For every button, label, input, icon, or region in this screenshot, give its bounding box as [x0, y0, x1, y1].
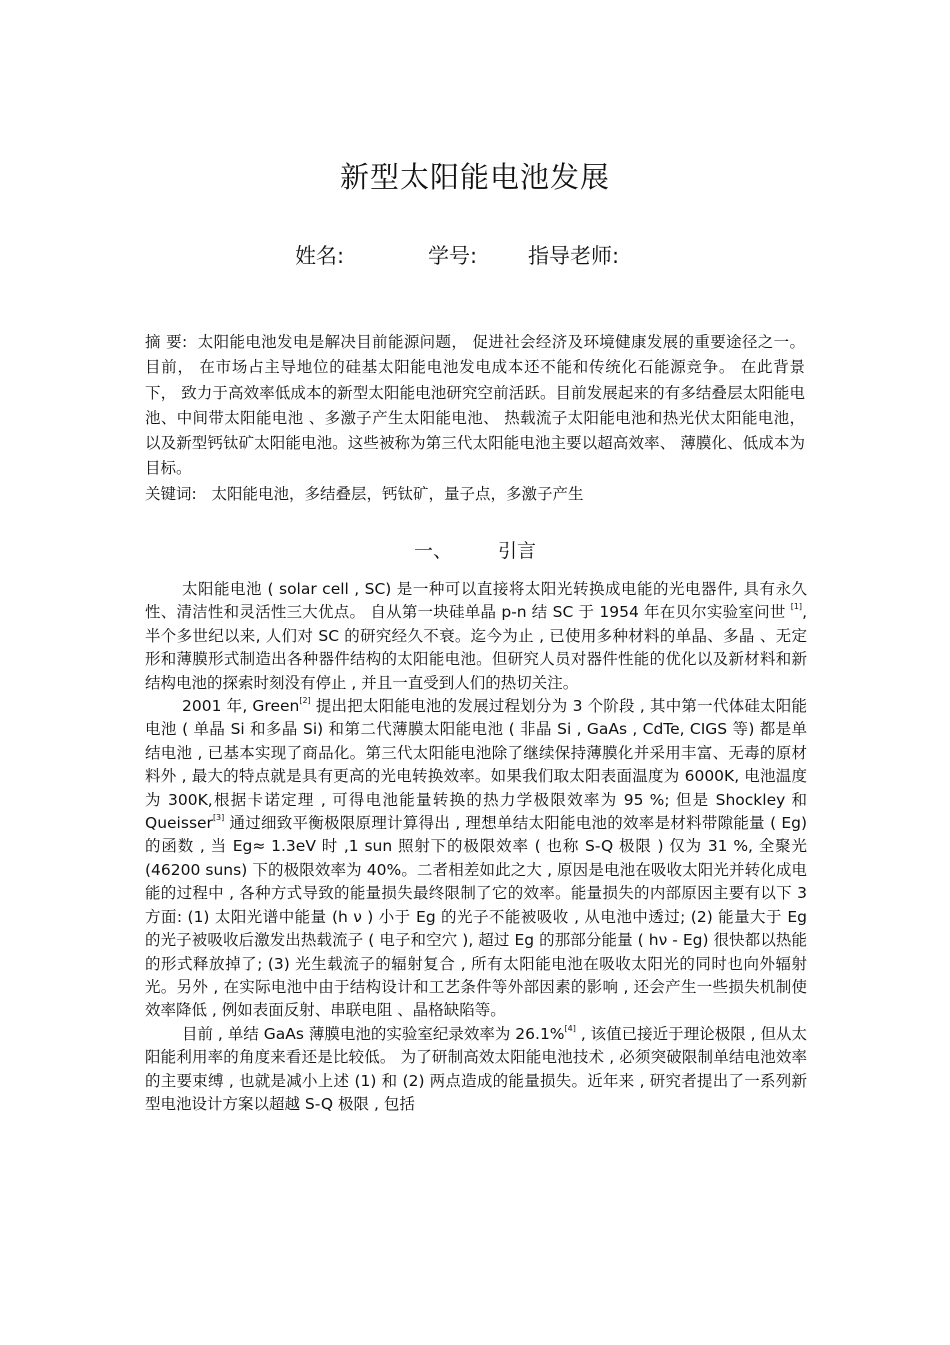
abstract-text: 太阳能电池发电是解决目前能源问题， 促进社会经济及环境健康发展的重要途径之一。 目前， 在市场占主导地位的硅基太阳能电池发电成本还不能和传统化石能源竞争。 在此背景下， 致力于高效率低成本的新型太阳能电池研究空前活跃。目前发展起来的有多结叠层太阳能电池、中间带太阳能电池 、多激子产生太阳能电池、 热载流子太阳能电池和热光伏太阳能电池， 以及新型钙钛矿太阳能电池。这些被称为第三代太阳能电池主要以超高效率、 薄膜化、低成本为目标。 — [145, 333, 805, 478]
name-label: 姓名: — [295, 244, 345, 268]
paragraph-text: 2001 年, Green — [182, 697, 300, 716]
student-id-label: 学号: — [428, 244, 478, 268]
citation-1: [1] — [790, 602, 803, 612]
paragraph-2 — [145, 695, 807, 1023]
author-line — [0, 240, 950, 270]
body-text — [145, 578, 807, 1116]
keywords-line — [145, 482, 805, 507]
document-title: 新型太阳能电池发展 — [339, 160, 610, 194]
advisor-label: 指导老师: — [528, 244, 620, 268]
abstract-block — [145, 330, 805, 507]
section-number: 一、 — [413, 540, 452, 562]
paragraph-text: 太阳能电池 ( solar cell , SC) 是一种可以直接将太阳光转换成电能的光电器件, 具有永久性、清洁性和灵活性三大优点。 自从第一块硅单晶 p-n 结 SC 于 1954 年在贝尔实验室问世 — [145, 580, 807, 622]
paragraph-1 — [145, 578, 807, 695]
keywords-text: 太阳能电池，多结叠层，钙钛矿，量子点，多激子产生 — [211, 484, 584, 503]
paragraph-text: 目前 , 单结 GaAs 薄膜电池的实验室纪录效率为 26.1% — [182, 1024, 565, 1043]
abstract-paragraph — [145, 330, 805, 482]
paragraph-text: 通过细致平衡极限原理计算得出 , 理想单结太阳能电池的效率是材料带隙能量 ( Eg) 的函数 , 当 Eg≈ 1.3eV 时 ,1 sun 照射下的极限效率 ( 也称 S-Q 极限 ) 仅为 31 %, 全聚光 (46200 suns) 下的极限效率为 40%。二者相差如此之大 , 原因是电池在吸收太阳光并转化成电能的过程中 , 各种方式导致的能量损失最终限制了它的效率。能量损失的内部原因主要有以下 3 方面: (1) 太阳光谱中能量 (h ν ) 小于 Eg 的光子不能被吸收 , 从电池中透过; (2) 能量大于 Eg 的光子被吸收后激发出热载流子 ( 电子和空穴 ), 超过 Eg 的那部分能量 ( hν - Eg) 很快都以热能的形式释放掉了; (3) 光生载流子的辐射复合 , 所有太阳能电池在吸收太阳光的同时也向外辐射光。另外 , 在实际电池中由于结构设计和工艺条件等外部因素的影响 , 还会产生一些损失机制使效率降低 , 例如表面反射、串联电阻 、晶格缺陷等。 — [145, 814, 807, 1020]
citation-2: [2] — [299, 696, 311, 706]
keywords-label: 关键词: — [145, 484, 197, 503]
abstract-label: 摘 要: — [145, 333, 188, 351]
citation-3: [3] — [212, 813, 225, 823]
paragraph-text: 提出把太阳能电池的发展过程划分为 3 个阶段 , 其中第一代体硅太阳能电池 ( 单晶 Si 和多晶 Si) 和第二代薄膜太阳能电池 ( 非晶 Si , GaAs , CdTe, CIGS 等) 都是单结电池 , 已基本实现了商品化。第三代太阳能电池除了继续保持薄膜化并采用丰富、无毒的原材料外 , 最大的特点就是具有更高的光电转换效率。如果我们取太阳表面温度为 6000K, 电池温度为 300K,根据卡诺定理 , 可得电池能量转换的热力学极限效率为 95 %; 但是 Shockley 和 Queisser — [145, 697, 807, 833]
citation-4: [4] — [564, 1023, 576, 1033]
paragraph-text: , 半个多世纪以来, 人们对 SC 的研究经久不衰。迄今为止 , 已使用多种材料的单晶、多晶 、无定形和薄膜形式制造出各种器件结构的太阳能电池。但研究人员对器件性能的优化以及新材料和新结构电池的探索时刻没有停止 , 并且一直受到人们的热切关注。 — [145, 603, 807, 692]
section-heading — [0, 536, 950, 563]
paragraph-text: , 该值已接近于理论极限 , 但从太阳能利用率的角度来看还是比较低。 为了研制高效太阳能电池技术 , 必须突破限制单结电池效率的主要束缚 , 也就是减小上述 (1) 和 (2) 两点造成的能量损失。近年来 , 研究者提出了一系列新型电池设计方案以超越 S-Q 极限 , 包括 — [145, 1024, 807, 1113]
section-title-text: 引言 — [498, 540, 537, 562]
paragraph-3 — [145, 1023, 807, 1117]
